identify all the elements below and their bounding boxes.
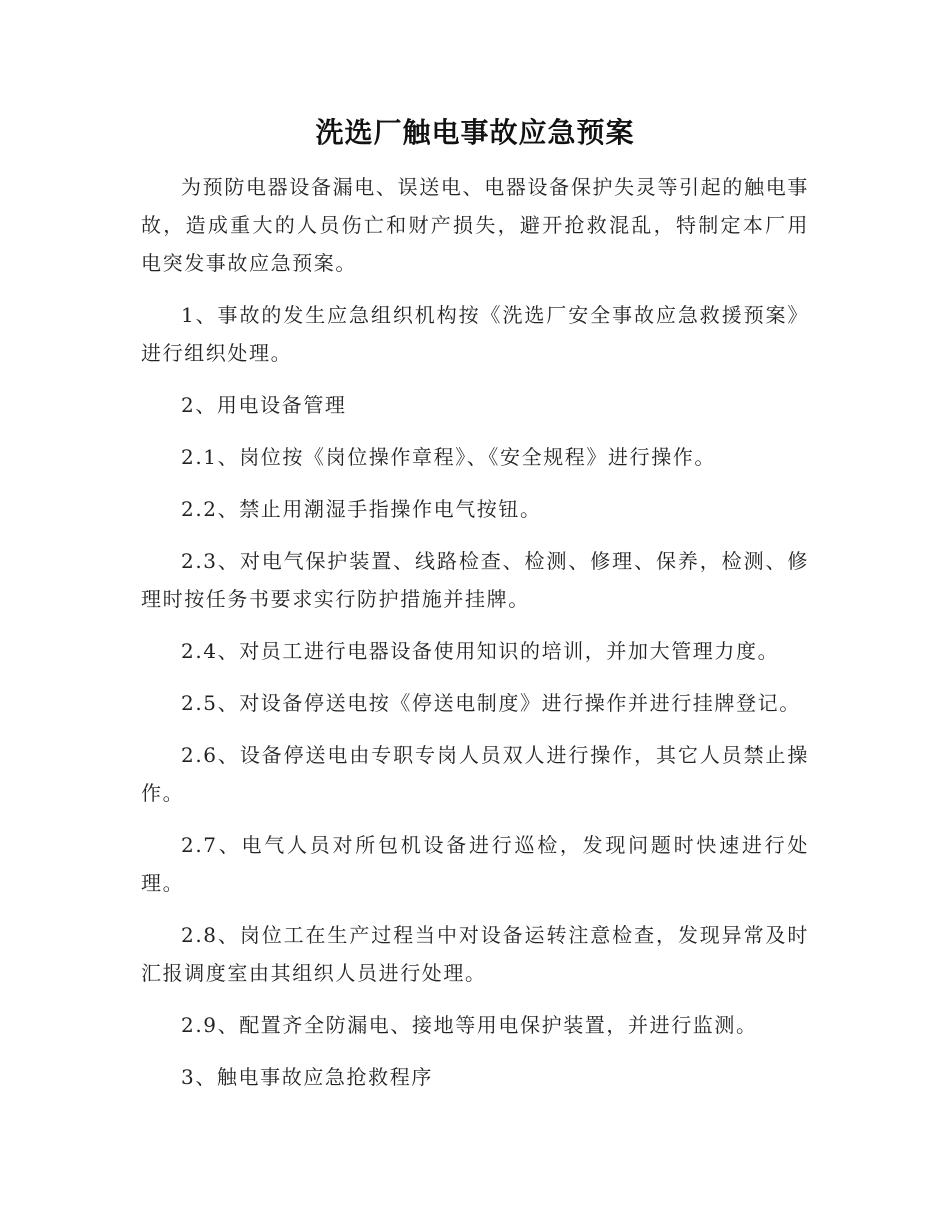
paragraph-2-2: 2.2、禁止用潮湿手指操作电气按钮。: [181, 497, 542, 521]
paragraph-3: 3、触电事故应急抢救程序: [181, 1065, 433, 1089]
document-body: [141, 108, 809, 1110]
paragraph-2-1: 2.1、岗位按《岗位操作章程》、《安全规程》进行操作。: [181, 445, 717, 469]
paragraph-2-3: 2.3、对电气保护装置、线路检查、检测、修理、保养，检测、修理时按任务书要求实行防护措施并挂牌。: [141, 549, 809, 611]
paragraph-intro: 为预防电器设备漏电、误送电、电器设备保护失灵等引起的触电事故，造成重大的人员伤亡和财产损失，避开抢救混乱，特制定本厂用电突发事故应急预案。: [141, 175, 809, 275]
paragraph-1: 1、事故的发生应急组织机构按《洗选厂安全事故应急救援预案》进行组织处理。: [141, 303, 809, 365]
paragraph-2-5: 2.5、对设备停送电按《停送电制度》进行操作并进行挂牌登记。: [181, 691, 801, 715]
paragraph-2-7: 2.7、电气人员对所包机设备进行巡检，发现问题时快速进行处理。: [141, 833, 809, 895]
paragraph-2: 2、用电设备管理: [181, 393, 347, 417]
paragraph-2-9: 2.9、配置齐全防漏电、接地等用电保护装置，并进行监测。: [181, 1013, 758, 1037]
document-title: 洗选厂触电事故应急预案: [315, 116, 635, 149]
paragraph-2-8: 2.8、岗位工在生产过程当中对设备运转注意检查，发现异常及时汇报调度室由其组织人员进行处理。: [141, 923, 809, 985]
paragraph-2-4: 2.4、对员工进行电器设备使用知识的培训，并加大管理力度。: [181, 639, 780, 663]
paragraph-2-6: 2.6、设备停送电由专职专岗人员双人进行操作，其它人员禁止操作。: [141, 743, 809, 805]
